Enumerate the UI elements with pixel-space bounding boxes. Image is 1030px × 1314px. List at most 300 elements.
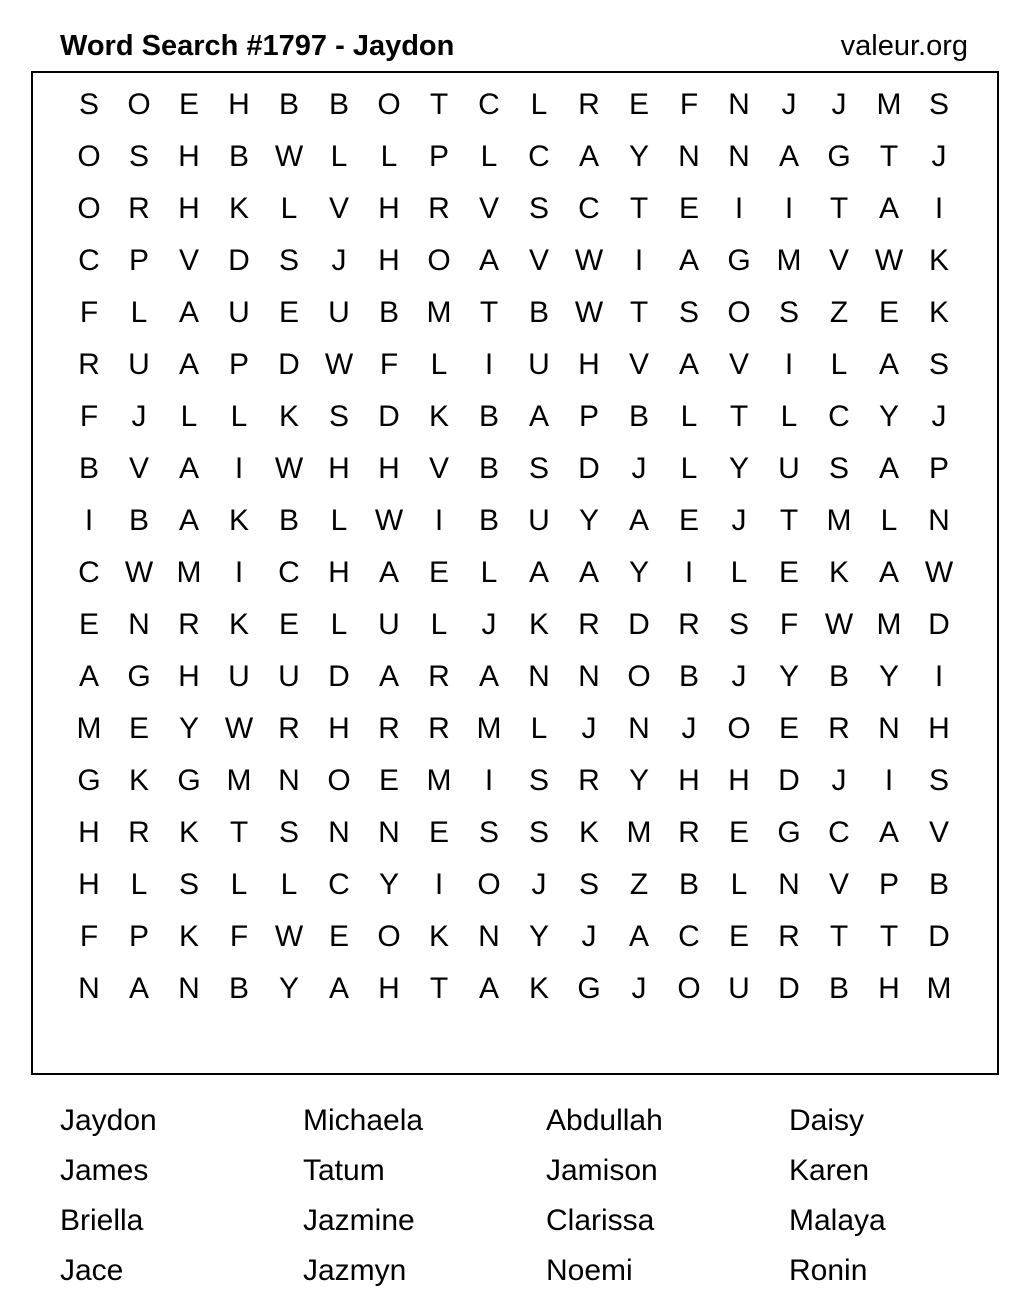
grid-letter: T	[429, 972, 449, 1005]
grid-letter: F	[79, 400, 99, 433]
grid-letter: O	[77, 140, 101, 173]
grid-letter: H	[178, 140, 200, 173]
grid-letter: Y	[178, 712, 199, 745]
grid-letter: B	[828, 660, 849, 693]
grid-letter: F	[679, 88, 699, 121]
grid-letter: A	[178, 348, 199, 381]
grid-letter: B	[128, 504, 149, 537]
grid-letter: V	[128, 452, 149, 485]
grid-letter: S	[278, 816, 299, 849]
grid-letter: G	[177, 764, 201, 797]
grid-letter: B	[928, 868, 949, 901]
grid-letter: O	[127, 88, 151, 121]
grid-letter: P	[128, 244, 149, 277]
grid-letter: A	[128, 972, 149, 1005]
grid-letter: A	[528, 556, 549, 589]
grid-letter: V	[478, 192, 499, 225]
word-list-item: Jamison	[546, 1154, 658, 1187]
grid-letter: M	[226, 764, 252, 797]
grid-letter: R	[128, 816, 150, 849]
grid-letter: I	[234, 452, 244, 485]
grid-letter: N	[328, 816, 350, 849]
grid-row	[31, 859, 949, 911]
grid-letter: I	[784, 192, 794, 225]
grid-letter: C	[478, 88, 500, 121]
grid-letter: A	[778, 140, 799, 173]
grid-letter: C	[278, 556, 300, 589]
grid-letter: N	[528, 660, 550, 693]
grid-letter: V	[428, 452, 449, 485]
grid-letter: A	[478, 660, 499, 693]
grid-letter: R	[778, 920, 800, 953]
grid-letter: E	[678, 504, 699, 537]
grid-letter: H	[378, 244, 400, 277]
grid-letter: J	[831, 88, 847, 121]
grid-letter: S	[328, 400, 349, 433]
grid-letter: E	[628, 88, 649, 121]
grid-letter: I	[634, 244, 644, 277]
grid-letter: O	[377, 88, 401, 121]
grid-letter: Y	[528, 920, 549, 953]
word-list	[60, 1096, 1020, 1296]
word-list-item: Briella	[60, 1204, 144, 1237]
grid-letter: F	[229, 920, 249, 953]
word-list-item: Abdullah	[546, 1104, 663, 1137]
grid-letter: K	[228, 192, 249, 225]
grid-letter: K	[578, 816, 599, 849]
grid-letter: S	[478, 816, 499, 849]
grid-letter: E	[78, 608, 99, 641]
grid-letter: R	[428, 660, 450, 693]
grid-letter: M	[426, 764, 452, 797]
grid-letter: H	[378, 972, 400, 1005]
grid-letter: L	[280, 192, 298, 225]
grid-letter: F	[779, 608, 799, 641]
grid-letter: S	[528, 452, 549, 485]
grid-letter: J	[581, 712, 597, 745]
grid-letter: N	[728, 88, 750, 121]
grid-row	[31, 651, 944, 703]
grid-letter: E	[778, 556, 799, 589]
grid-letter: A	[478, 244, 499, 277]
grid-letter: N	[128, 608, 150, 641]
grid-letter: A	[78, 660, 99, 693]
grid-letter: L	[380, 140, 398, 173]
grid-letter: C	[528, 140, 550, 173]
grid-letter: H	[328, 556, 350, 589]
grid-letter: S	[728, 608, 749, 641]
grid-letter: R	[578, 608, 600, 641]
grid-letter: T	[829, 192, 849, 225]
grid-letter: P	[228, 348, 249, 381]
grid-letter: M	[626, 816, 652, 849]
grid-letter: F	[79, 920, 99, 953]
grid-letter: L	[480, 556, 498, 589]
grid-letter: W	[224, 712, 254, 745]
word-list-item: Malaya	[789, 1204, 886, 1237]
grid-letter: N	[578, 660, 600, 693]
grid-letter: U	[528, 504, 550, 537]
grid-letter: K	[278, 400, 299, 433]
grid-row	[31, 79, 949, 131]
grid-letter: D	[378, 400, 400, 433]
grid-row	[31, 963, 952, 1015]
grid-letter: H	[878, 972, 900, 1005]
grid-letter: L	[330, 140, 348, 173]
grid-letter: D	[328, 660, 350, 693]
grid-letter: W	[324, 348, 354, 381]
grid-letter: S	[928, 88, 949, 121]
grid-letter: L	[330, 504, 348, 537]
grid-letter: N	[628, 712, 650, 745]
grid-letter: H	[378, 192, 400, 225]
grid-letter: I	[484, 764, 494, 797]
grid-row	[31, 287, 949, 339]
grid-letter: I	[484, 348, 494, 381]
grid-letter: V	[928, 816, 949, 849]
grid-letter: L	[730, 868, 748, 901]
page-title: Word Search #1797 - Jaydon	[60, 30, 455, 62]
grid-letter: U	[728, 972, 750, 1005]
grid-letter: L	[130, 296, 148, 329]
grid-letter: A	[878, 816, 899, 849]
grid-letter: A	[578, 140, 599, 173]
grid-letter: H	[178, 192, 200, 225]
grid-letter: N	[928, 504, 950, 537]
grid-letter: W	[274, 920, 304, 953]
grid-letter: O	[427, 244, 451, 277]
grid-letter: O	[477, 868, 501, 901]
grid-letter: A	[478, 972, 499, 1005]
grid-letter: K	[828, 556, 849, 589]
grid-letter: D	[628, 608, 650, 641]
grid-letter: W	[874, 244, 904, 277]
grid-letter: O	[727, 296, 751, 329]
grid-letter: T	[429, 88, 449, 121]
word-list-item: James	[60, 1154, 149, 1187]
grid-letter: U	[378, 608, 400, 641]
grid-letter: A	[578, 556, 599, 589]
grid-letter: U	[128, 348, 150, 381]
grid-letter: A	[178, 452, 199, 485]
grid-letter: Y	[878, 660, 899, 693]
grid-letter: R	[78, 348, 100, 381]
grid-letter: C	[678, 920, 700, 953]
grid-letter: G	[777, 816, 801, 849]
grid-letter: L	[680, 400, 698, 433]
grid-letter: N	[378, 816, 400, 849]
grid-row	[31, 495, 950, 547]
grid-letter: B	[478, 452, 499, 485]
grid-letter: L	[880, 504, 898, 537]
grid-letter: K	[178, 920, 199, 953]
grid-row	[31, 391, 947, 443]
grid-letter: A	[178, 296, 199, 329]
grid-letter: L	[430, 608, 448, 641]
grid-letter: E	[728, 920, 749, 953]
grid-letter: S	[928, 348, 949, 381]
grid-letter: K	[528, 972, 549, 1005]
grid-letter: L	[480, 140, 498, 173]
grid-letter: O	[627, 660, 651, 693]
grid-letter: T	[829, 920, 849, 953]
grid-letter: P	[878, 868, 899, 901]
grid-letter: D	[778, 764, 800, 797]
grid-letter: O	[677, 972, 701, 1005]
grid-letter: A	[878, 556, 899, 589]
letter-grid	[31, 79, 954, 1015]
grid-letter: A	[528, 400, 549, 433]
word-list-item: Jaydon	[60, 1104, 157, 1137]
word-list-item: Karen	[789, 1154, 870, 1187]
grid-letter: J	[931, 140, 947, 173]
grid-letter: R	[828, 712, 850, 745]
grid-letter: O	[377, 920, 401, 953]
grid-letter: G	[127, 660, 151, 693]
grid-letter: H	[328, 452, 350, 485]
grid-letter: V	[178, 244, 199, 277]
grid-letter: E	[128, 712, 149, 745]
grid-letter: Y	[628, 140, 649, 173]
grid-letter: R	[678, 608, 700, 641]
grid-letter: M	[176, 556, 202, 589]
grid-letter: A	[628, 504, 649, 537]
grid-letter: I	[434, 504, 444, 537]
grid-letter: I	[434, 868, 444, 901]
grid-letter: A	[178, 504, 199, 537]
grid-letter: B	[478, 400, 499, 433]
grid-letter: A	[678, 348, 699, 381]
grid-letter: E	[178, 88, 199, 121]
grid-letter: S	[178, 868, 199, 901]
grid-letter: B	[378, 296, 399, 329]
grid-letter: Z	[629, 868, 649, 901]
grid-letter: L	[330, 608, 348, 641]
grid-letter: L	[230, 400, 248, 433]
grid-letter: H	[928, 712, 950, 745]
grid-letter: L	[780, 400, 798, 433]
grid-letter: K	[928, 296, 949, 329]
grid-letter: T	[879, 140, 899, 173]
grid-row	[31, 547, 954, 599]
grid-letter: J	[731, 660, 747, 693]
grid-letter: C	[828, 816, 850, 849]
grid-letter: B	[628, 400, 649, 433]
grid-letter: B	[228, 972, 249, 1005]
grid-letter: B	[328, 88, 349, 121]
grid-letter: H	[78, 868, 100, 901]
grid-letter: O	[327, 764, 351, 797]
grid-row	[31, 339, 949, 391]
grid-letter: L	[280, 868, 298, 901]
grid-letter: H	[728, 764, 750, 797]
grid-letter: K	[178, 816, 199, 849]
grid-letter: N	[478, 920, 500, 953]
grid-letter: I	[884, 764, 894, 797]
grid-letter: J	[331, 244, 347, 277]
grid-letter: J	[731, 504, 747, 537]
grid-letter: P	[578, 400, 599, 433]
grid-letter: N	[78, 972, 100, 1005]
grid-letter: G	[77, 764, 101, 797]
grid-letter: I	[84, 504, 94, 537]
grid-letter: N	[678, 140, 700, 173]
grid-letter: T	[729, 400, 749, 433]
grid-letter: K	[128, 764, 149, 797]
grid-letter: A	[378, 660, 399, 693]
grid-letter: S	[778, 296, 799, 329]
grid-letter: J	[931, 400, 947, 433]
word-list-item: Ronin	[789, 1254, 868, 1287]
grid-letter: Y	[778, 660, 799, 693]
grid-letter: B	[678, 868, 699, 901]
grid-letter: Z	[829, 296, 849, 329]
grid-letter: N	[728, 140, 750, 173]
grid-letter: W	[274, 140, 304, 173]
grid-letter: A	[328, 972, 349, 1005]
grid-letter: C	[828, 400, 850, 433]
grid-letter: K	[428, 400, 449, 433]
grid-letter: M	[876, 88, 902, 121]
grid-letter: T	[879, 920, 899, 953]
grid-letter: M	[876, 608, 902, 641]
grid-letter: H	[578, 348, 600, 381]
grid-letter: M	[776, 244, 802, 277]
grid-letter: B	[278, 88, 299, 121]
grid-letter: R	[678, 816, 700, 849]
grid-letter: Y	[278, 972, 299, 1005]
grid-letter: O	[77, 192, 101, 225]
grid-letter: I	[234, 556, 244, 589]
grid-letter: L	[730, 556, 748, 589]
site-name: valeur.org	[840, 30, 968, 62]
grid-letter: U	[778, 452, 800, 485]
grid-row	[31, 183, 944, 235]
grid-row	[31, 807, 949, 859]
grid-letter: M	[426, 296, 452, 329]
grid-letter: A	[628, 920, 649, 953]
grid-letter: D	[578, 452, 600, 485]
grid-letter: W	[374, 504, 404, 537]
grid-letter: K	[228, 608, 249, 641]
grid-letter: S	[528, 816, 549, 849]
grid-letter: H	[78, 816, 100, 849]
grid-letter: F	[379, 348, 399, 381]
grid-letter: K	[528, 608, 549, 641]
grid-letter: E	[428, 556, 449, 589]
grid-letter: B	[828, 972, 849, 1005]
grid-letter: I	[684, 556, 694, 589]
grid-letter: M	[926, 972, 952, 1005]
grid-letter: C	[78, 244, 100, 277]
grid-row	[31, 911, 950, 963]
grid-letter: J	[631, 452, 647, 485]
grid-letter: L	[130, 868, 148, 901]
grid-letter: L	[530, 88, 548, 121]
grid-letter: P	[428, 140, 449, 173]
grid-letter: T	[479, 296, 499, 329]
grid-letter: N	[178, 972, 200, 1005]
grid-letter: U	[528, 348, 550, 381]
grid-letter: R	[428, 712, 450, 745]
grid-letter: S	[528, 192, 549, 225]
grid-letter: R	[578, 88, 600, 121]
grid-letter: G	[577, 972, 601, 1005]
grid-letter: Y	[628, 556, 649, 589]
grid-letter: B	[528, 296, 549, 329]
grid-letter: V	[628, 348, 649, 381]
grid-letter: R	[278, 712, 300, 745]
grid-letter: B	[478, 504, 499, 537]
grid-letter: U	[328, 296, 350, 329]
word-list-item: Jace	[60, 1254, 124, 1287]
grid-letter: K	[428, 920, 449, 953]
grid-letter: L	[830, 348, 848, 381]
grid-letter: R	[128, 192, 150, 225]
grid-letter: I	[784, 348, 794, 381]
word-list-item: Jazmyn	[303, 1254, 407, 1287]
grid-letter: N	[278, 764, 300, 797]
grid-letter: T	[779, 504, 799, 537]
grid-letter: J	[631, 972, 647, 1005]
grid-letter: J	[831, 764, 847, 797]
grid-letter: E	[778, 712, 799, 745]
grid-letter: A	[378, 556, 399, 589]
grid-letter: S	[78, 88, 99, 121]
grid-row	[31, 131, 947, 183]
grid-letter: C	[328, 868, 350, 901]
grid-letter: T	[629, 192, 649, 225]
grid-letter: W	[574, 244, 604, 277]
grid-letter: E	[428, 816, 449, 849]
grid-letter: A	[678, 244, 699, 277]
grid-letter: C	[78, 556, 100, 589]
grid-letter: W	[574, 296, 604, 329]
grid-letter: M	[476, 712, 502, 745]
grid-letter: P	[128, 920, 149, 953]
grid-letter: R	[578, 764, 600, 797]
grid-letter: W	[924, 556, 954, 589]
grid-letter: N	[878, 712, 900, 745]
grid-letter: J	[481, 608, 497, 641]
grid-letter: M	[76, 712, 102, 745]
grid-letter: S	[128, 140, 149, 173]
grid-letter: D	[928, 608, 950, 641]
grid-letter: Y	[878, 400, 899, 433]
grid-letter: J	[131, 400, 147, 433]
grid-letter: P	[928, 452, 949, 485]
grid-letter: E	[728, 816, 749, 849]
word-list-item: Tatum	[303, 1154, 385, 1187]
grid-letter: H	[378, 452, 400, 485]
grid-letter: R	[428, 192, 450, 225]
grid-letter: L	[680, 452, 698, 485]
grid-letter: V	[828, 868, 849, 901]
grid-letter: C	[578, 192, 600, 225]
grid-letter: A	[878, 348, 899, 381]
grid-row	[31, 599, 950, 651]
grid-letter: W	[274, 452, 304, 485]
grid-letter: Y	[578, 504, 599, 537]
grid-letter: B	[678, 660, 699, 693]
word-list-item: Daisy	[789, 1104, 865, 1137]
grid-letter: K	[928, 244, 949, 277]
grid-letter: H	[178, 660, 200, 693]
grid-letter: L	[230, 868, 248, 901]
grid-letter: N	[778, 868, 800, 901]
grid-letter: B	[278, 504, 299, 537]
grid-letter: H	[328, 712, 350, 745]
